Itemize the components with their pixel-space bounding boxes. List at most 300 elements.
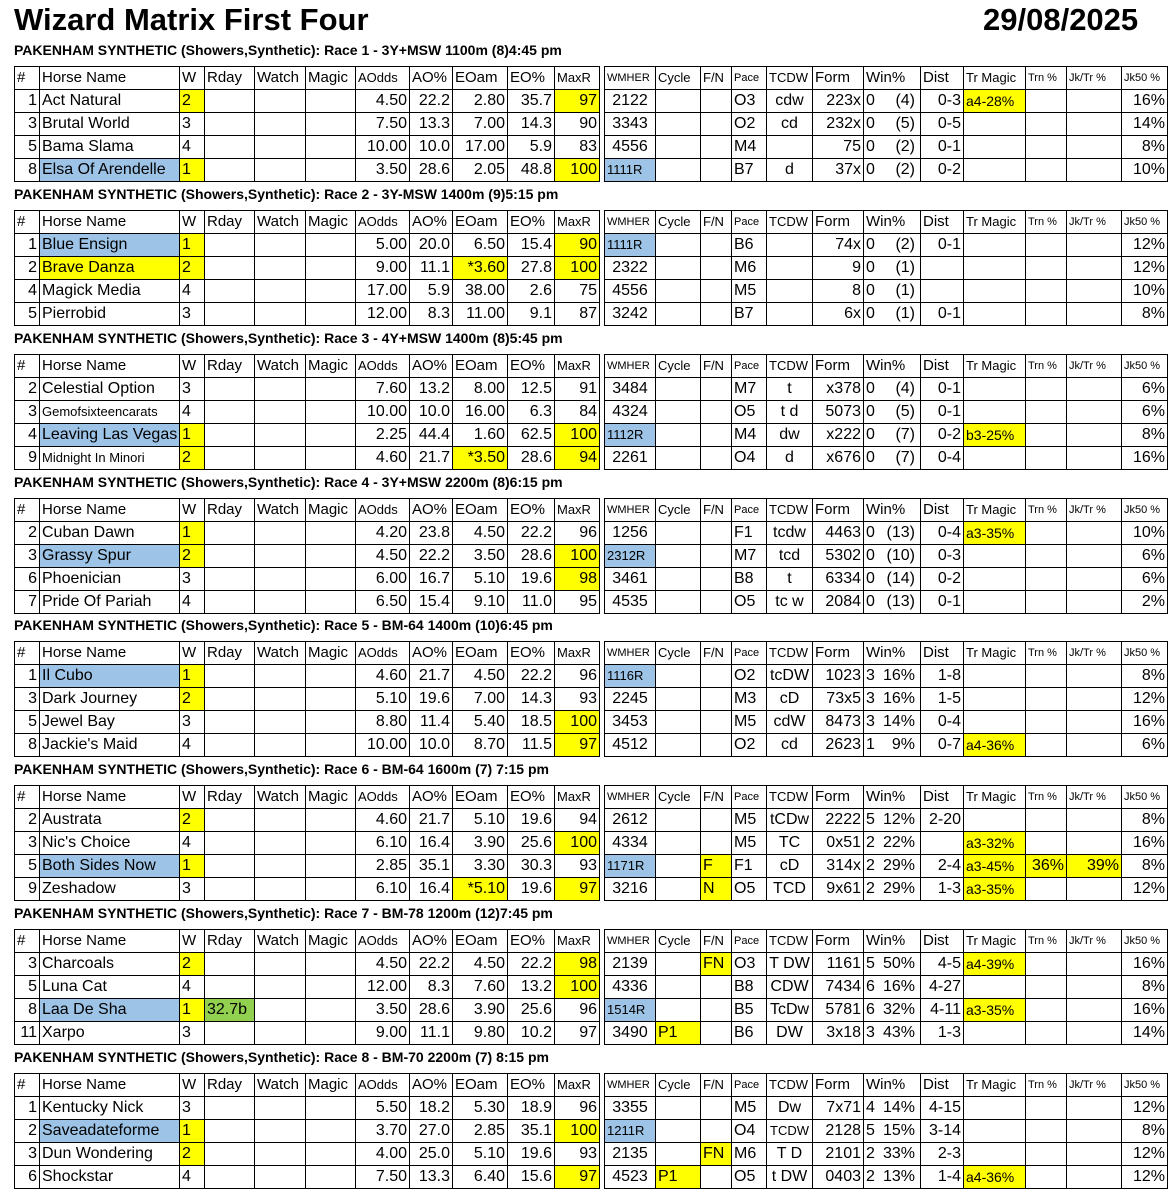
cell-name: Jewel Bay (40, 711, 180, 734)
cell-dist: 0-2 (921, 159, 964, 182)
column-header: Horse Name (40, 67, 180, 90)
cell-aodds: 7.50 (356, 113, 410, 136)
column-header: EO% (508, 67, 555, 90)
table-row[interactable] (605, 855, 1168, 878)
table-row[interactable] (605, 159, 1168, 182)
column-header: Form (813, 211, 864, 234)
column-header: MaxR (555, 930, 600, 953)
cell-form: 9x61 (813, 878, 864, 901)
cell-eo: 22.2 (508, 665, 555, 688)
cell-eo: 30.3 (508, 855, 555, 878)
table-row[interactable] (15, 447, 600, 470)
cell-ao: 21.7 (410, 809, 453, 832)
cell-form: 5781 (813, 999, 864, 1022)
table-row[interactable] (605, 1143, 1168, 1166)
table-row[interactable] (15, 545, 600, 568)
cell-tcdw: T D (767, 1143, 813, 1166)
cell-tcdw: d (767, 159, 813, 182)
table-row[interactable] (605, 545, 1168, 568)
cell-cycle (656, 159, 701, 182)
cell-eoam: 1.60 (453, 424, 508, 447)
cell-magic (306, 711, 356, 734)
cell-magic (306, 832, 356, 855)
win-percent: (13) (886, 593, 915, 610)
table-row[interactable] (15, 665, 600, 688)
column-header: Win% (864, 67, 921, 90)
cell-maxr: 91 (555, 378, 600, 401)
cell-aodds: 17.00 (356, 280, 410, 303)
column-header: Tr Magic (964, 930, 1026, 953)
win-count: 0 (866, 236, 875, 253)
cell-ao: 10.0 (410, 734, 453, 757)
cell-fn (701, 522, 732, 545)
cell-form: 8473 (813, 711, 864, 734)
cell-num: 9 (15, 447, 40, 470)
cell-form: 5302 (813, 545, 864, 568)
column-header: Jk50 % (1122, 786, 1168, 809)
cell-pace: O5 (732, 878, 767, 901)
cell-wmher: 4334 (605, 832, 656, 855)
cell-watch (255, 1097, 306, 1120)
cell-fn: F (701, 855, 732, 878)
cell-watch (255, 522, 306, 545)
column-header: AO% (410, 1074, 453, 1097)
cell-num: 1 (15, 234, 40, 257)
table-row[interactable] (15, 688, 600, 711)
cell-jk50: 12% (1122, 688, 1168, 711)
cell-rday (205, 1166, 255, 1189)
table-row[interactable] (605, 522, 1168, 545)
cell-jk50: 6% (1122, 545, 1168, 568)
table-row[interactable] (15, 878, 600, 901)
column-header: Tr Magic (964, 1074, 1026, 1097)
cell-w: 4 (180, 136, 205, 159)
table-row[interactable] (605, 878, 1168, 901)
cell-jktr (1067, 1022, 1122, 1045)
race-header: PAKENHAM SYNTHETIC (Showers,Synthetic): Race 3 - 4Y+MSW 1400m (8)5:45 pm (14, 330, 563, 346)
cell-aodds: 4.20 (356, 522, 410, 545)
cell-trmagic (964, 976, 1026, 999)
cell-rday (205, 1120, 255, 1143)
cell-maxr: 87 (555, 303, 600, 326)
cell-ao: 16.7 (410, 568, 453, 591)
cell-magic (306, 1166, 356, 1189)
table-row[interactable] (15, 303, 600, 326)
cell-fn (701, 545, 732, 568)
cell-wmher: 2612 (605, 809, 656, 832)
column-header: Rday (205, 930, 255, 953)
cell-rday (205, 136, 255, 159)
table-row[interactable] (15, 568, 600, 591)
win-percent: (1) (895, 259, 915, 276)
table-row[interactable] (605, 832, 1168, 855)
cell-eoam: 4.50 (453, 665, 508, 688)
cell-maxr: 100 (555, 257, 600, 280)
table-row[interactable] (15, 1120, 600, 1143)
column-header: Dist (921, 642, 964, 665)
table-row[interactable] (15, 855, 600, 878)
cell-eo: 19.6 (508, 568, 555, 591)
cell-eo: 28.6 (508, 447, 555, 470)
cell-maxr: 100 (555, 976, 600, 999)
cell-tcdw: TCDW (767, 1120, 813, 1143)
cell-w: 1 (180, 855, 205, 878)
cell-aodds: 2.25 (356, 424, 410, 447)
table-row[interactable] (15, 711, 600, 734)
win-percent: 16% (882, 667, 915, 684)
column-header: WMHER (605, 642, 656, 665)
cell-win (864, 665, 921, 688)
table-row[interactable] (605, 280, 1168, 303)
table-row[interactable] (605, 303, 1168, 326)
cell-trn (1026, 113, 1067, 136)
cell-jktr (1067, 688, 1122, 711)
table-row[interactable] (605, 401, 1168, 424)
column-header: Form (813, 642, 864, 665)
win-percent: 16% (882, 690, 915, 707)
cell-ao: 13.3 (410, 113, 453, 136)
table-row[interactable] (605, 378, 1168, 401)
win-percent: (10) (886, 547, 915, 564)
cell-trn (1026, 711, 1067, 734)
cell-win (864, 257, 921, 280)
table-row[interactable] (15, 976, 600, 999)
cell-name: Midnight In Minori (40, 447, 180, 470)
cell-form: 4463 (813, 522, 864, 545)
table-row[interactable] (605, 113, 1168, 136)
column-header: Watch (255, 499, 306, 522)
cell-name: Zeshadow (40, 878, 180, 901)
cell-dist: 4-5 (921, 953, 964, 976)
table-row[interactable] (15, 734, 600, 757)
table-row[interactable] (15, 280, 600, 303)
win-count: 0 (866, 305, 875, 322)
column-header: TCDW (767, 786, 813, 809)
cell-pace: M7 (732, 545, 767, 568)
column-header: EO% (508, 355, 555, 378)
column-header: F/N (701, 355, 732, 378)
cell-w: 4 (180, 734, 205, 757)
win-count: 0 (866, 547, 875, 564)
cell-w: 4 (180, 280, 205, 303)
cell-tcdw: dw (767, 424, 813, 447)
race-header: PAKENHAM SYNTHETIC (Showers,Synthetic): Race 4 - 3Y+MSW 2200m (8)6:15 pm (14, 474, 563, 490)
cell-magic (306, 688, 356, 711)
table-row[interactable] (15, 136, 600, 159)
column-header: Magic (306, 211, 356, 234)
table-row[interactable] (605, 711, 1168, 734)
cell-cycle (656, 711, 701, 734)
cell-magic (306, 303, 356, 326)
cell-wmher: 2139 (605, 953, 656, 976)
cell-jktr (1067, 303, 1122, 326)
column-header: EO% (508, 930, 555, 953)
cell-form: 8 (813, 280, 864, 303)
win-count: 0 (866, 449, 875, 466)
cell-win (864, 1097, 921, 1120)
cell-num: 3 (15, 953, 40, 976)
cell-pace: M6 (732, 257, 767, 280)
win-count: 3 (866, 1024, 875, 1041)
table-row[interactable] (605, 447, 1168, 470)
cell-w: 3 (180, 113, 205, 136)
column-header: # (15, 786, 40, 809)
cell-eoam: 2.80 (453, 90, 508, 113)
column-header: F/N (701, 211, 732, 234)
cell-form: 9 (813, 257, 864, 280)
cell-magic (306, 568, 356, 591)
cell-trmagic: a4-36% (964, 734, 1026, 757)
cell-pace: O4 (732, 1120, 767, 1143)
cell-fn: FN (701, 953, 732, 976)
table-row[interactable] (605, 1166, 1168, 1189)
table-row[interactable] (605, 688, 1168, 711)
table-row[interactable] (605, 734, 1168, 757)
cell-jktr (1067, 378, 1122, 401)
cell-form: 314x (813, 855, 864, 878)
table-row[interactable] (15, 1143, 600, 1166)
table-row[interactable] (15, 424, 600, 447)
cell-trn (1026, 136, 1067, 159)
cell-maxr: 95 (555, 591, 600, 614)
cell-fn (701, 234, 732, 257)
cell-ao: 35.1 (410, 855, 453, 878)
cell-tcdw: TCD (767, 878, 813, 901)
table-row[interactable] (15, 1166, 600, 1189)
cell-maxr: 97 (555, 1166, 600, 1189)
cell-num: 6 (15, 1166, 40, 1189)
table-row[interactable] (605, 568, 1168, 591)
cell-eoam: 8.70 (453, 734, 508, 757)
cell-rday (205, 568, 255, 591)
column-header: EO% (508, 499, 555, 522)
cell-magic (306, 953, 356, 976)
cell-dist: 0-1 (921, 136, 964, 159)
table-row[interactable] (15, 90, 600, 113)
cell-fn (701, 568, 732, 591)
cell-wmher: 4535 (605, 591, 656, 614)
cell-magic (306, 976, 356, 999)
race-header: PAKENHAM SYNTHETIC (Showers,Synthetic): Race 2 - 3Y-MSW 1400m (9)5:15 pm (14, 186, 559, 202)
cell-w: 2 (180, 809, 205, 832)
column-header: F/N (701, 642, 732, 665)
table-row[interactable] (15, 159, 600, 182)
cell-dist: 0-4 (921, 711, 964, 734)
cell-magic (306, 1143, 356, 1166)
cell-tcdw: t d (767, 401, 813, 424)
cell-form: 2222 (813, 809, 864, 832)
cell-cycle: P1 (656, 1022, 701, 1045)
column-header: TCDW (767, 211, 813, 234)
table-row[interactable] (605, 809, 1168, 832)
cell-cycle (656, 378, 701, 401)
table-row[interactable] (605, 665, 1168, 688)
cell-tcdw: T DW (767, 953, 813, 976)
cell-dist: 2-20 (921, 809, 964, 832)
cell-name: Brave Danza (40, 257, 180, 280)
cell-form: 232x (813, 113, 864, 136)
table-row[interactable] (605, 1022, 1168, 1045)
table-row[interactable] (15, 809, 600, 832)
cell-pace: M5 (732, 1097, 767, 1120)
cell-trmagic (964, 711, 1026, 734)
table-row[interactable] (605, 136, 1168, 159)
table-row[interactable] (15, 1097, 600, 1120)
cell-watch (255, 1143, 306, 1166)
cell-num: 4 (15, 280, 40, 303)
table-row[interactable] (605, 1120, 1168, 1143)
cell-dist (921, 280, 964, 303)
table-row[interactable] (605, 953, 1168, 976)
cell-magic (306, 424, 356, 447)
table-row[interactable] (15, 1022, 600, 1045)
win-count: 3 (866, 713, 875, 730)
cell-fn (701, 1166, 732, 1189)
race-runners-table (14, 785, 600, 901)
cell-trmagic (964, 1143, 1026, 1166)
column-header: Trn % (1026, 1074, 1067, 1097)
cell-maxr: 94 (555, 447, 600, 470)
cell-win (864, 280, 921, 303)
cell-jk50: 8% (1122, 665, 1168, 688)
table-row[interactable] (15, 234, 600, 257)
table-row[interactable] (15, 378, 600, 401)
cell-jktr (1067, 90, 1122, 113)
cell-maxr: 97 (555, 878, 600, 901)
race-stats-table (604, 210, 1168, 326)
column-header: Win% (864, 355, 921, 378)
column-header: EOam (453, 67, 508, 90)
cell-cycle (656, 688, 701, 711)
column-header: Rday (205, 355, 255, 378)
column-header: AOdds (356, 67, 410, 90)
win-percent: (2) (895, 161, 915, 178)
cell-trn (1026, 1120, 1067, 1143)
cell-aodds: 10.00 (356, 136, 410, 159)
cell-fn (701, 378, 732, 401)
column-header: Horse Name (40, 355, 180, 378)
table-row[interactable] (15, 522, 600, 545)
column-header: F/N (701, 786, 732, 809)
cell-w: 3 (180, 568, 205, 591)
race-stats-table (604, 641, 1168, 757)
cell-win (864, 832, 921, 855)
table-row[interactable] (605, 257, 1168, 280)
cell-trmagic (964, 665, 1026, 688)
table-row[interactable] (605, 234, 1168, 257)
win-count: 6 (866, 978, 875, 995)
cell-jktr (1067, 591, 1122, 614)
cell-w: 1 (180, 159, 205, 182)
cell-aodds: 4.50 (356, 545, 410, 568)
table-row[interactable] (15, 401, 600, 424)
cell-trn (1026, 953, 1067, 976)
cell-jk50: 16% (1122, 90, 1168, 113)
cell-ao: 10.0 (410, 136, 453, 159)
column-header: EO% (508, 211, 555, 234)
cell-w: 4 (180, 832, 205, 855)
cell-wmher: 3343 (605, 113, 656, 136)
table-row[interactable] (605, 999, 1168, 1022)
cell-aodds: 9.00 (356, 1022, 410, 1045)
table-row[interactable] (15, 257, 600, 280)
cell-form: 7x71 (813, 1097, 864, 1120)
table-row[interactable] (15, 999, 600, 1022)
cell-magic (306, 378, 356, 401)
cell-w: 4 (180, 591, 205, 614)
cell-trn (1026, 378, 1067, 401)
table-row[interactable] (15, 832, 600, 855)
cell-rday (205, 303, 255, 326)
cell-watch (255, 1022, 306, 1045)
cell-magic (306, 447, 356, 470)
cell-trmagic (964, 234, 1026, 257)
cell-trn (1026, 90, 1067, 113)
table-row[interactable] (605, 591, 1168, 614)
table-row[interactable] (15, 113, 600, 136)
cell-w: 3 (180, 711, 205, 734)
cell-jktr (1067, 522, 1122, 545)
cell-form: x676 (813, 447, 864, 470)
cell-name: Both Sides Now (40, 855, 180, 878)
cell-jktr (1067, 280, 1122, 303)
cell-maxr: 75 (555, 280, 600, 303)
column-header: Jk/Tr % (1067, 642, 1122, 665)
cell-magic (306, 545, 356, 568)
cell-eoam: 3.30 (453, 855, 508, 878)
column-header: MaxR (555, 642, 600, 665)
cell-jktr (1067, 953, 1122, 976)
cell-win (864, 234, 921, 257)
column-header: Jk/Tr % (1067, 786, 1122, 809)
cell-jktr (1067, 878, 1122, 901)
cell-watch (255, 401, 306, 424)
cell-eoam: 38.00 (453, 280, 508, 303)
cell-maxr: 96 (555, 1097, 600, 1120)
cell-trn (1026, 1166, 1067, 1189)
table-row[interactable] (15, 953, 600, 976)
win-percent: 29% (882, 880, 915, 897)
cell-fn (701, 734, 732, 757)
table-row[interactable] (605, 424, 1168, 447)
cell-name: Brutal World (40, 113, 180, 136)
cell-trn (1026, 1143, 1067, 1166)
cell-tcdw: cd (767, 734, 813, 757)
column-header: AOdds (356, 1074, 410, 1097)
cell-jktr (1067, 424, 1122, 447)
cell-magic (306, 522, 356, 545)
win-percent: 32% (882, 1001, 915, 1018)
cell-wmher: 2135 (605, 1143, 656, 1166)
cell-form: 0x51 (813, 832, 864, 855)
table-row[interactable] (605, 976, 1168, 999)
cell-num: 8 (15, 734, 40, 757)
cell-dist: 1-4 (921, 1166, 964, 1189)
cell-ao: 18.2 (410, 1097, 453, 1120)
table-row[interactable] (605, 1097, 1168, 1120)
cell-pace: F1 (732, 855, 767, 878)
cell-jk50: 16% (1122, 953, 1168, 976)
cell-w: 4 (180, 976, 205, 999)
table-row[interactable] (605, 90, 1168, 113)
cell-dist: 0-5 (921, 113, 964, 136)
race-runners-table (14, 929, 600, 1045)
cell-magic (306, 136, 356, 159)
cell-eo: 48.8 (508, 159, 555, 182)
cell-cycle (656, 424, 701, 447)
cell-fn (701, 280, 732, 303)
table-row[interactable] (15, 591, 600, 614)
